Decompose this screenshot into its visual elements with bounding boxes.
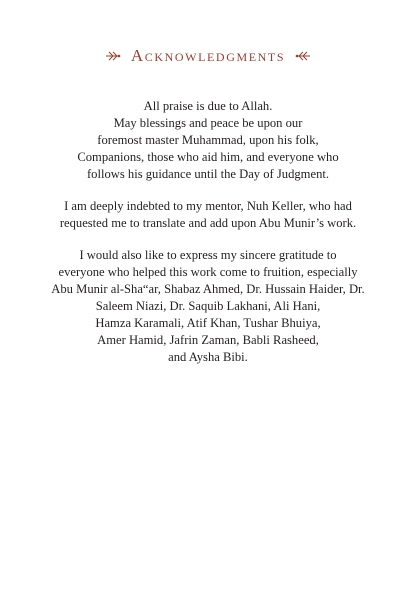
text-line: Companions, those who aid him, and everyone who <box>77 150 339 164</box>
text-line: All praise is due to Allah. <box>143 99 273 113</box>
fleuron-right-icon <box>295 50 311 62</box>
text-line: I am deeply indebted to my mentor, Nuh Keller, who had <box>64 199 352 213</box>
paragraph-mentor <box>40 198 376 232</box>
paragraph-gratitude <box>40 247 376 366</box>
text-line: Saleem Niazi, Dr. Saquib Lakhani, Ali Hani, <box>95 299 321 313</box>
text-line: Hamza Karamali, Atif Khan, Tushar Bhuiya, <box>95 316 321 330</box>
text-line: I would also like to express my sincere gratitude to <box>79 248 337 262</box>
text-line: and Aysha Bibi. <box>168 350 248 364</box>
text-line: foremost master Muhammad, upon his folk, <box>97 133 319 147</box>
text-line: requested me to translate and add upon Abu Munir’s work. <box>59 216 357 230</box>
text-line: Abu Munir al-Sha“ar, Shabaz Ahmed, Dr. Hussain Haider, Dr. <box>51 282 365 296</box>
acknowledgments-body <box>40 98 376 381</box>
text-line: everyone who helped this work come to fruition, especially <box>58 265 358 279</box>
paragraph-praise <box>40 98 376 183</box>
text-line: May blessings and peace be upon our <box>113 116 303 130</box>
fleuron-left-icon <box>105 50 121 62</box>
text-line: Amer Hamid, Jafrin Zaman, Babli Rasheed, <box>97 333 319 347</box>
page-title: Acknowledgments <box>130 46 286 65</box>
acknowledgments-heading <box>0 44 416 68</box>
text-line: follows his guidance until the Day of Judgment. <box>86 167 330 181</box>
